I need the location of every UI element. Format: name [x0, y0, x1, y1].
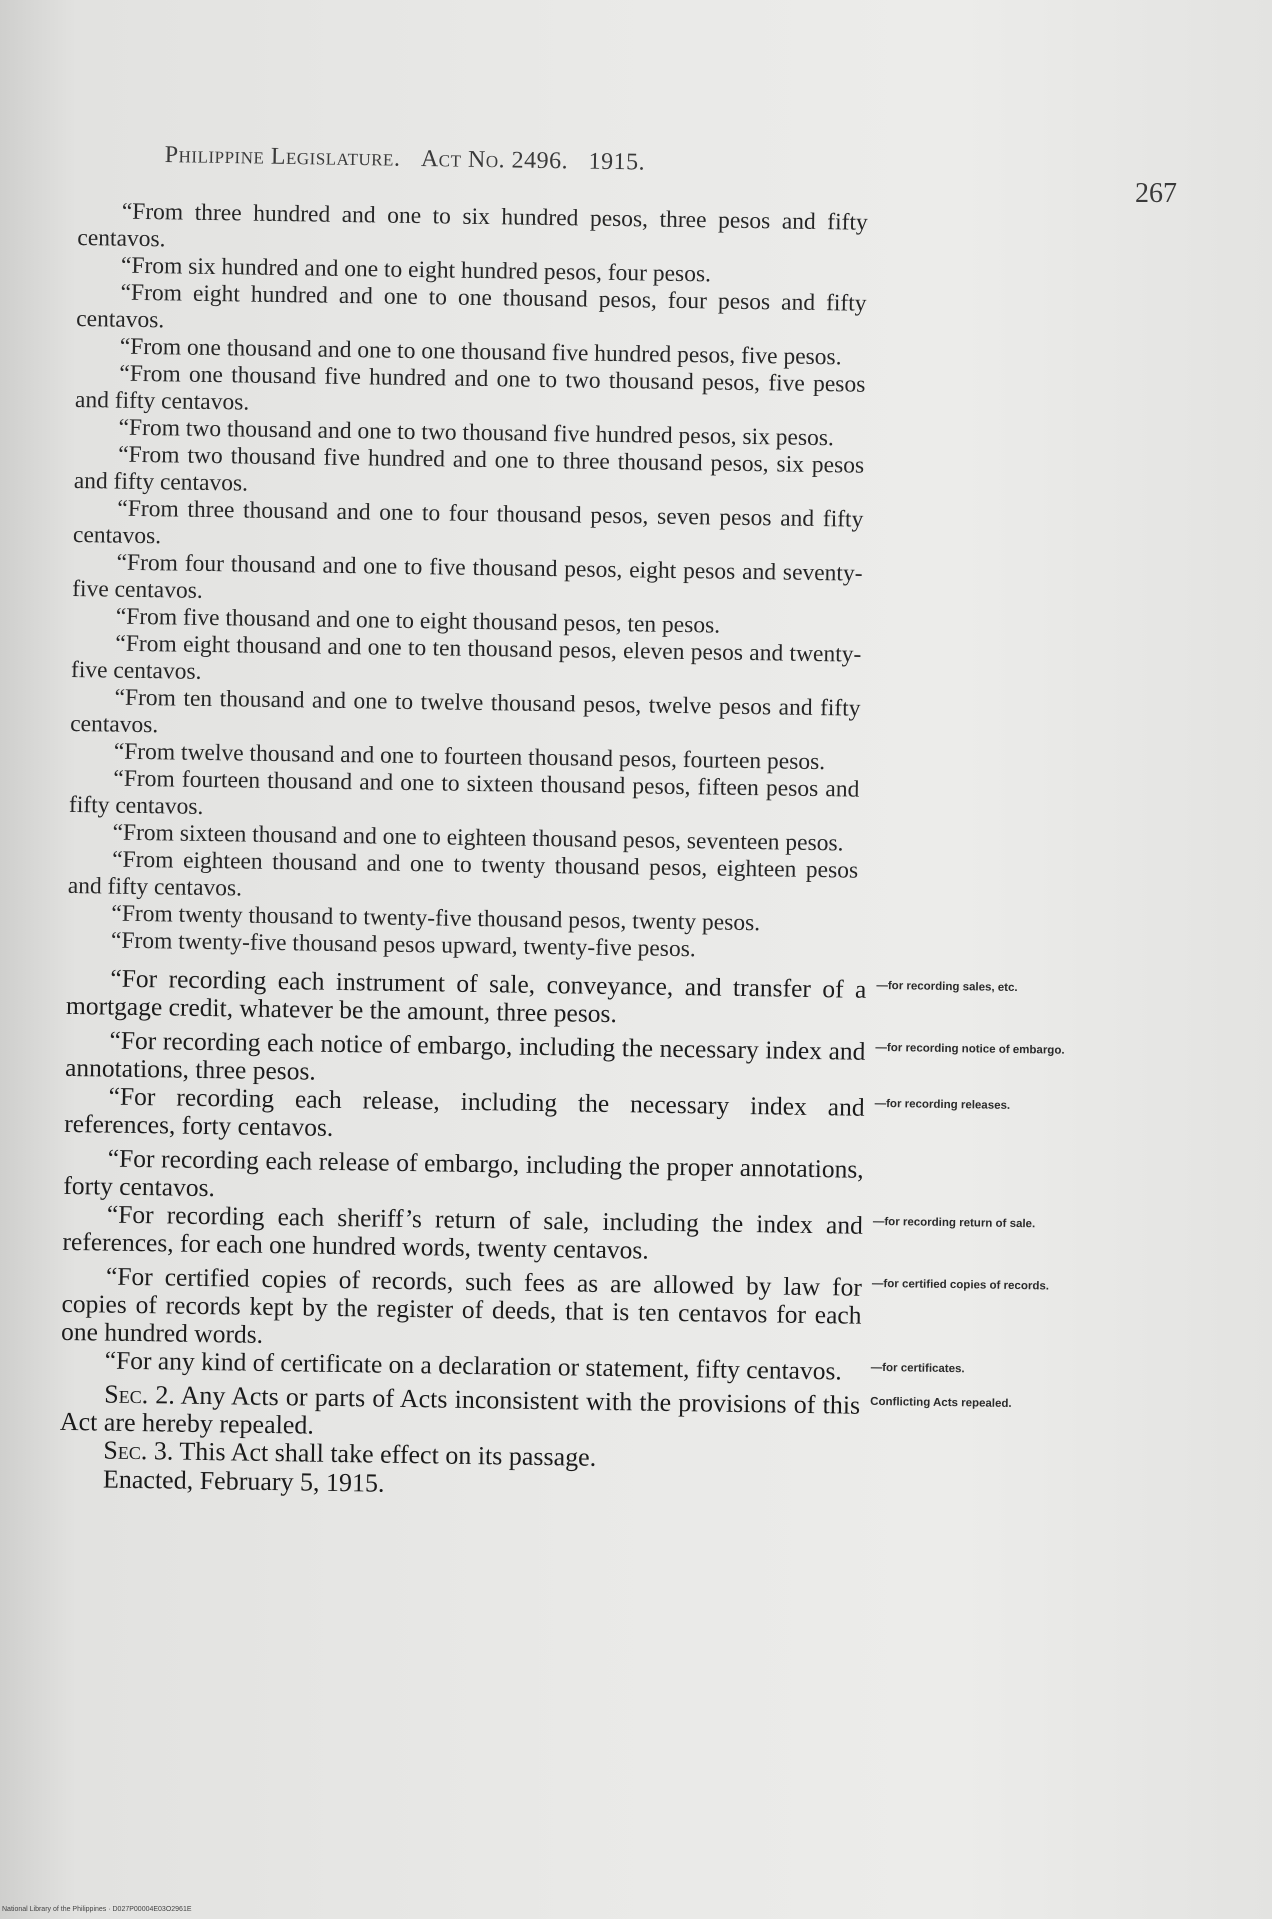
fee-range-paragraph: “From one thousand five hundred and one to two thousand pesos, five pesos and fifty centavos. — [74, 360, 866, 416]
fee-range-paragraph: “From two thousand and one to two thousand five hundred pesos, six pesos. — [118, 414, 835, 452]
fee-range-paragraph: “From twenty-five thousand pesos upward, twenty-five pesos. — [110, 927, 696, 963]
running-header — [165, 142, 845, 180]
margin-note: —for recording notice of embargo. — [875, 1041, 1065, 1057]
fee-range-paragraph: “From ten thousand and one to twelve thousand pesos, twelve pesos and fifty centavos. — [70, 684, 861, 739]
fee-range-paragraph: “From six hundred and one to eight hundred pesos, four pesos. — [120, 252, 712, 288]
fee-range-paragraph: “From three thousand and one to four thousand pesos, seven pesos and fifty centavos. — [72, 495, 864, 550]
recording-item-text: “For recording each sheriff’s return of sale, including the index and references, for each one hundred words, twenty centavos. — [62, 1199, 864, 1265]
recording-item-text: “For recording each instrument of sale, conveyance, and transfer of a mortgage credit, whatever be the amount, three pesos. — [65, 963, 867, 1029]
fee-range-paragraph: “From four thousand and one to five thousand pesos, eight pesos and seventy-five centavos. — [72, 549, 863, 604]
enacted-line: Enacted, February 5, 1915. — [102, 1464, 385, 1498]
header-year: 1915. — [588, 148, 646, 176]
header-act-number: Act No. 2496. — [420, 146, 569, 175]
margin-note: Conflicting Acts repealed. — [870, 1395, 1012, 1410]
page-number: 267 — [1135, 178, 1177, 209]
recording-item — [64, 1081, 1011, 1150]
recording-item — [65, 963, 1018, 1032]
recording-item-text: “For recording each release, including the necessary index and references, forty centavos. — [64, 1081, 865, 1142]
section-label: Sec. 2. — [104, 1379, 176, 1410]
fee-range-paragraph: “From sixteen thousand and one to eighteen thousand pesos, seventeen pesos. — [112, 819, 844, 857]
fee-range-paragraph: “From fourteen thousand and one to sixteen thousand pesos, fifteen pesos and fifty centavos. — [68, 765, 860, 820]
margin-note: —for recording sales, etc. — [876, 979, 1018, 995]
fee-range-paragraph: “From twenty thousand to twenty-five thousand pesos, twenty pesos. — [111, 900, 761, 937]
section-body: This Act shall take effect on its passage. — [179, 1436, 597, 1472]
fee-range-list — [67, 198, 868, 966]
margin-note: —for certificates. — [870, 1361, 965, 1376]
section-body: Any Acts or parts of Acts inconsistent with the provisions of this Act are hereby repealed. — [59, 1380, 861, 1440]
fee-range-paragraph: “From one thousand and one to one thousand five hundred pesos, five pesos. — [119, 333, 842, 371]
recording-item — [60, 1261, 1050, 1358]
margin-note — [874, 1160, 1069, 1163]
margin-note: —for certified copies of records. — [871, 1277, 1050, 1293]
recording-item — [62, 1199, 1036, 1268]
fee-range-paragraph: “From eighteen thousand and one to twenty thousand pesos, eighteen pesos and fifty centavos. — [67, 846, 859, 902]
recording-item-text: “For any kind of certificate on a declaration or statement, fifty centavos. — [104, 1345, 842, 1386]
fee-range-paragraph: “From three hundred and one to six hundred pesos, three pesos and fifty centavos. — [77, 198, 868, 253]
fee-range-paragraph: “From two thousand five hundred and one to three thousand pesos, six pesos and fifty centavos. — [73, 441, 865, 497]
fee-range-paragraph: “From five thousand and one to eight thousand pesos, ten pesos. — [115, 603, 721, 639]
margin-note: —for recording return of sale. — [872, 1215, 1036, 1231]
fee-range-paragraph: “From eight thousand and one to ten thousand pesos, eleven pesos and twenty-five centavos. — [70, 630, 862, 685]
recording-item-text: “For certified copies of records, such fees as are allowed by law for copies of records kept by the register of deeds, that is ten centavos for each one hundred words. — [60, 1261, 863, 1349]
body-text — [59, 198, 1065, 1506]
fee-range-paragraph: “From eight hundred and one to one thousand pesos, four pesos and fifty centavos. — [76, 279, 867, 334]
fee-range-paragraph: “From twelve thousand and one to fourteen thousand pesos, fourteen pesos. — [113, 738, 826, 776]
scan-footer: National Library of the Philippines · D027P00004E03O2961E — [2, 1906, 192, 1913]
recording-item-text: “For recording each release of embargo, including the proper annotations, forty centavos. — [63, 1143, 864, 1203]
recording-item-text: “For recording each notice of embargo, including the necessary index and annotations, three pesos. — [64, 1025, 866, 1086]
margin-note — [869, 1452, 1064, 1455]
section-label: Sec. 3. — [103, 1435, 174, 1466]
margin-note: —for recording releases. — [874, 1097, 1011, 1112]
header-legislature: Philippine Legislature. — [164, 142, 401, 172]
